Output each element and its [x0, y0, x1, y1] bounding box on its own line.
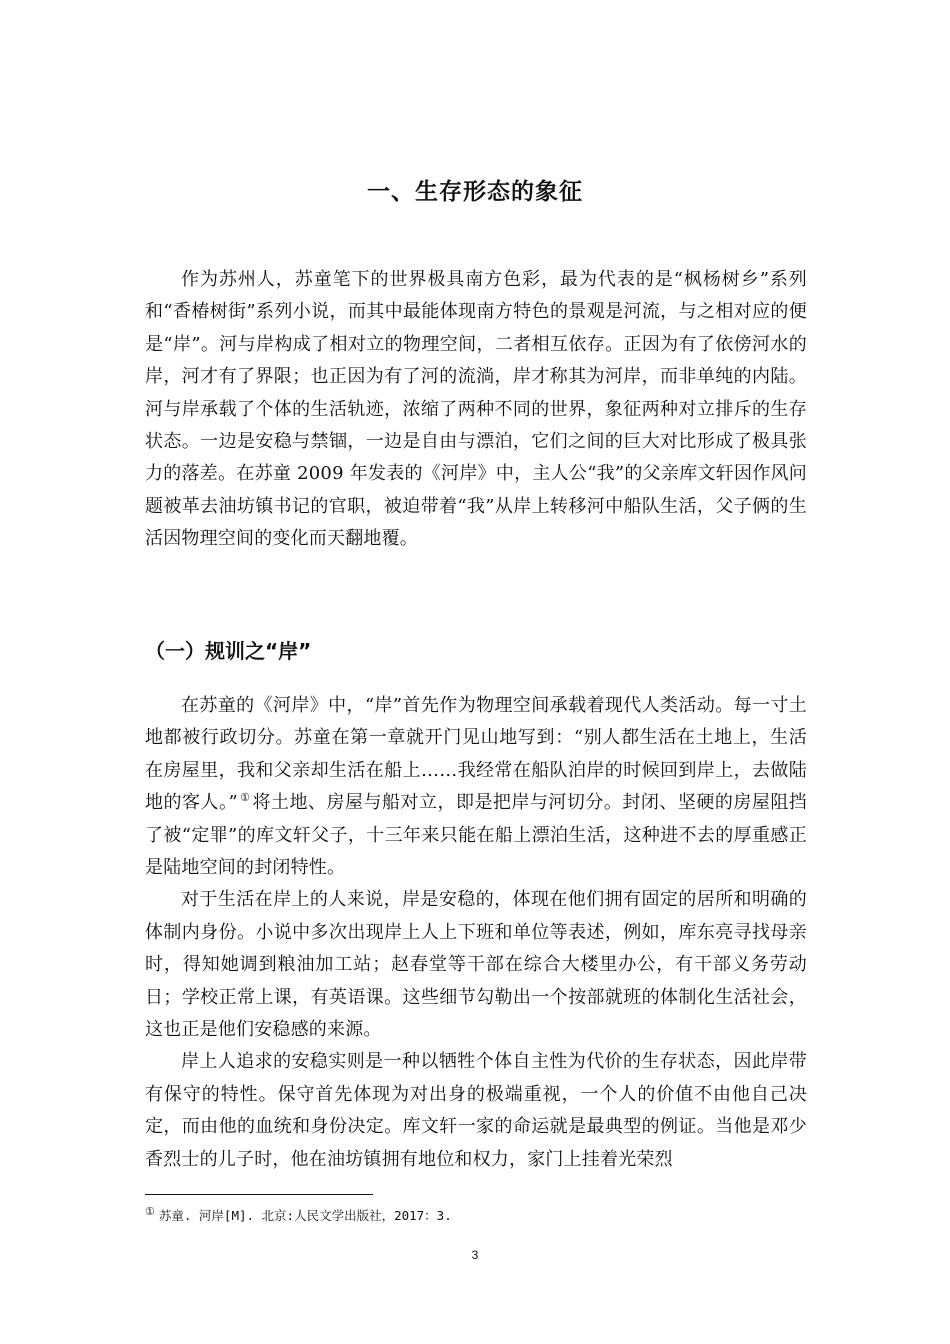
paragraph-1: [145, 690, 807, 884]
footnote: [145, 1204, 807, 1225]
footnote-mark: ①: [145, 1204, 155, 1218]
paragraph-1-text: 在苏童的《河岸》中，“岸”首先作为物理空间承载着现代人类活动。每一寸土地都被行政切分。苏童在第一章就开门见山地写到：“别人都生活在土地上，生活在房屋里，我和父亲却生活在船上……我经常在船队泊岸的时候回到岸上，去做陆地的客人。”: [145, 695, 807, 814]
section-text-block: [145, 690, 807, 1176]
footnote-reference[interactable]: ①: [239, 791, 251, 805]
footnote-text: 苏童. 河岸[M]. 北京:人民文学出版社，2017：3.: [158, 1208, 452, 1223]
footnote-divider: [145, 1194, 373, 1195]
page-number: 3: [471, 1248, 479, 1262]
paragraph-2: 对于生活在岸上的人来说，岸是安稳的，体现在他们拥有固定的居所和明确的体制内身份。小说中多次出现岸上人上下班和单位等表述，例如，库东亮寻找母亲时，得知她调到粮油加工站；赵春堂等干部在综合大楼里办公，有干部义务劳动日；学校正常上课，有英语课。这些细节勾勒出一个按部就班的体制化生活社会，这也正是他们安稳感的来源。: [145, 889, 807, 1041]
intro-text-block: [145, 264, 807, 556]
section-title: （一）规训之“岸”: [145, 639, 312, 663]
paragraph-1-text-continued: 将土地、房屋与船对立，即是把岸与河切分。封闭、坚硬的房屋阻挡了被“定罪”的库文轩父子，十三年来只能在船上漂泊生活，这种进不去的厚重感正是陆地空间的封闭特性。: [145, 792, 808, 879]
paragraph-3: 岸上人追求的安稳实则是一种以牺牲个体自主性为代价的生存状态，因此岸带有保守的特性。保守首先体现为对出身的极端重视，一个人的价值不由他自己决定，而由他的血统和身份决定。库文轩一家的命运就是最典型的例证。当他是邓少香烈士的儿子时，他在油坊镇拥有地位和权力，家门上挂着光荣烈: [145, 1051, 807, 1170]
chapter-title: 一、生存形态的象征: [367, 179, 583, 205]
intro-paragraph: 作为苏州人，苏童笔下的世界极具南方色彩，最为代表的是“枫杨树乡”系列和“香椿树街”系列小说，而其中最能体现南方特色的景观是河流，与之相对应的便是“岸”。河与岸构成了相对立的物理空间，二者相互依存。正因为有了依傍河水的岸，河才有了界限；也正因为有了河的流淌，岸才称其为河岸，而非单纯的内陆。河与岸承载了个体的生活轨迹，浓缩了两种不同的世界，象征两种对立排斥的生存状态。一边是安稳与禁锢，一边是自由与漂泊，它们之间的巨大对比形成了极具张力的落差。在苏童 2009 年发表的《河岸》中，主人公“我”的父亲库文轩因作风问题被革去油坊镇书记的官职，被迫带着“我”从岸上转移河中船队生活，父子俩的生活因物理空间的变化而天翻地覆。: [145, 269, 807, 550]
